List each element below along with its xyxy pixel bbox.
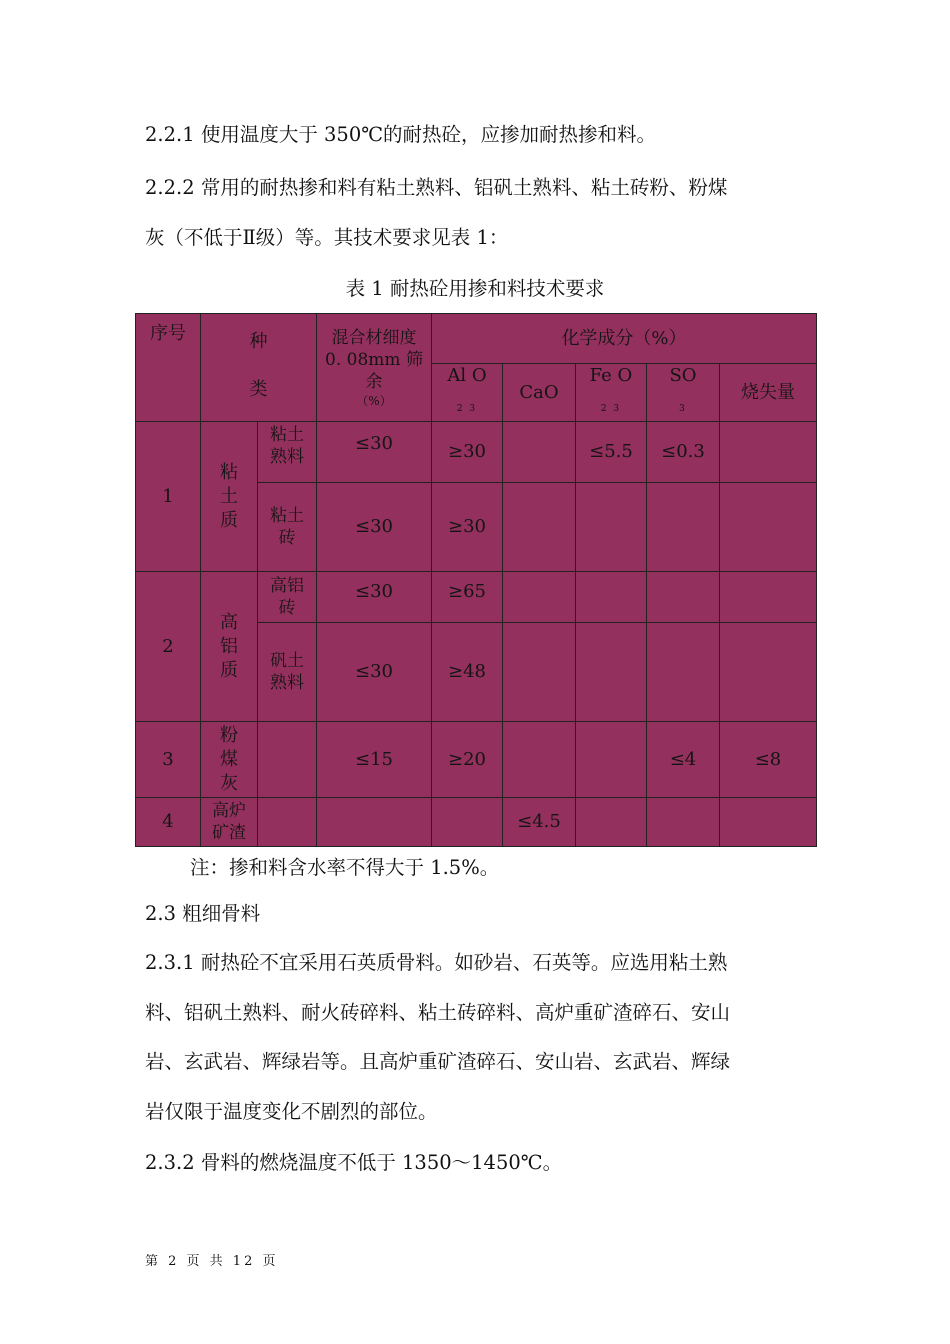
row2-al2o3: ≥30 xyxy=(432,483,503,572)
row1-subkind: 粘土 熟料 xyxy=(258,422,317,483)
header-so3-sub: 3 xyxy=(679,404,687,414)
paragraph-2-3-2: 2.3.2 骨料的燃烧温度不低于 1350～1450℃。 xyxy=(145,1151,563,1174)
header-kind-top: 种 xyxy=(249,330,268,352)
row5-fe2o3 xyxy=(576,722,647,798)
row1-so3: ≤0.3 xyxy=(647,422,720,483)
header-chemical: 化学成分（%） xyxy=(432,314,817,364)
row6-cao: ≤4.5 xyxy=(503,798,576,847)
row3-loss xyxy=(720,572,817,623)
row4-so3 xyxy=(647,623,720,722)
row3-so3 xyxy=(647,572,720,623)
header-fineness-line4: （%） xyxy=(356,393,392,408)
row5-so3: ≤4 xyxy=(647,722,720,798)
row1-loss xyxy=(720,422,817,483)
row4-loss xyxy=(720,623,817,722)
row2-subkind: 粘土 砖 xyxy=(258,483,317,572)
row2-so3 xyxy=(647,483,720,572)
row1-fineness: ≤30 xyxy=(317,422,432,483)
group2-seq: 2 xyxy=(136,572,201,722)
row1-fe2o3: ≤5.5 xyxy=(576,422,647,483)
paragraph-2-3-1-line1: 2.3.1 耐热砼不宜采用石英质骨料。如砂岩、石英等。应选用粘土熟 xyxy=(145,951,728,974)
page-footer: 第 2 页 共 12 页 xyxy=(145,1254,279,1269)
paragraph-2-3-1-line3: 岩、玄武岩、辉绿岩等。且高炉重矿渣碎石、安山岩、玄武岩、辉绿 xyxy=(145,1050,731,1073)
row6-fineness xyxy=(317,798,432,847)
header-so3-main: SO xyxy=(669,365,697,386)
row5-al2o3: ≥20 xyxy=(432,722,503,798)
row6-kind: 高炉 矿渣 xyxy=(201,798,258,847)
row3-subkind: 高铝 砖 xyxy=(258,572,317,623)
row3-cao xyxy=(503,572,576,623)
header-kind-bottom: 类 xyxy=(249,378,268,400)
row2-fineness: ≤30 xyxy=(317,483,432,572)
row4-al2o3: ≥48 xyxy=(432,623,503,722)
row6-seq: 4 xyxy=(136,798,201,847)
header-al2o3 xyxy=(432,364,503,422)
admixture-requirements-table xyxy=(135,313,817,847)
row3-fe2o3 xyxy=(576,572,647,623)
row3-fineness: ≤30 xyxy=(317,572,432,623)
header-fineness-line1: 混合材细度 xyxy=(331,327,417,348)
row4-subkind: 矾土 熟料 xyxy=(258,623,317,722)
paragraph-2-2-2-line1: 2.2.2 常用的耐热掺和料有粘土熟料、铝矾土熟料、粘土砖粉、粉煤 xyxy=(145,176,728,199)
row4-cao xyxy=(503,623,576,722)
row5-loss: ≤8 xyxy=(720,722,817,798)
row6-loss xyxy=(720,798,817,847)
header-seq: 序号 xyxy=(136,314,201,422)
header-fineness-line2: 0. 08mm 筛 xyxy=(325,349,423,370)
paragraph-2-2-2-line2: 灰（不低于Ⅱ级）等。其技术要求见表 1： xyxy=(145,226,509,249)
row5-fineness: ≤15 xyxy=(317,722,432,798)
paragraph-2-3-1-line4: 岩仅限于温度变化不剧烈的部位。 xyxy=(145,1100,438,1123)
row1-al2o3: ≥30 xyxy=(432,422,503,483)
row6-fe2o3 xyxy=(576,798,647,847)
header-fineness-line3: 余 xyxy=(365,371,383,392)
table-note: 注：掺和料含水率不得大于 1.5%。 xyxy=(190,856,500,879)
header-fe2o3-main: Fe O xyxy=(589,365,633,386)
row5-subkind xyxy=(258,722,317,798)
header-cao: CaO xyxy=(503,364,576,422)
table-container xyxy=(135,313,817,847)
row5-seq: 3 xyxy=(136,722,201,798)
row5-kind: 粉 煤 灰 xyxy=(201,722,258,798)
header-kind xyxy=(201,314,317,422)
header-so3 xyxy=(647,364,720,422)
row6-so3 xyxy=(647,798,720,847)
row4-fe2o3 xyxy=(576,623,647,722)
paragraph-2-3-1-line2: 料、铝矾土熟料、耐火砖碎料、粘土砖碎料、高炉重矿渣碎石、安山 xyxy=(145,1001,731,1024)
header-loss: 烧失量 xyxy=(720,364,817,422)
header-fe2o3 xyxy=(576,364,647,422)
paragraph-2-2-1: 2.2.1 使用温度大于 350℃的耐热砼，应掺加耐热掺和料。 xyxy=(145,123,657,146)
header-fineness xyxy=(317,314,432,422)
row2-fe2o3 xyxy=(576,483,647,572)
group2-kind: 高 铝 质 xyxy=(201,572,258,722)
row6-al2o3 xyxy=(432,798,503,847)
row3-al2o3: ≥65 xyxy=(432,572,503,623)
group1-kind: 粘 土 质 xyxy=(201,422,258,572)
header-al2o3-main: Al O xyxy=(447,365,487,386)
table-caption: 表 1 耐热砼用掺和料技术要求 xyxy=(345,277,605,300)
row2-loss xyxy=(720,483,817,572)
row2-cao xyxy=(503,483,576,572)
header-fe2o3-sub: 2 3 xyxy=(600,404,622,414)
section-2-3-heading: 2.3 粗细骨料 xyxy=(145,902,261,925)
row5-cao xyxy=(503,722,576,798)
row4-fineness: ≤30 xyxy=(317,623,432,722)
group1-seq: 1 xyxy=(136,422,201,572)
row6-subkind xyxy=(258,798,317,847)
row1-cao xyxy=(503,422,576,483)
header-al2o3-sub: 2 3 xyxy=(456,404,478,414)
